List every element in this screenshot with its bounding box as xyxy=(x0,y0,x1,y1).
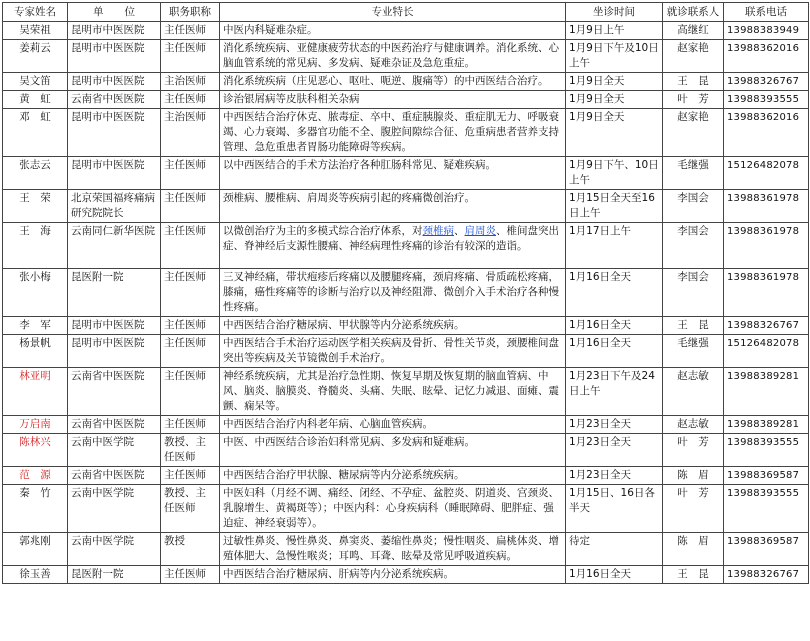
table-row xyxy=(3,73,809,91)
expert-name: 李 军 xyxy=(3,317,68,335)
contact-person: 陈 眉 xyxy=(663,533,724,566)
expert-name: 王 荣 xyxy=(3,190,68,223)
expert-specialty: 中西医结合治疗糖尿病、甲状腺等内分泌系统疾病。 xyxy=(220,317,566,335)
contact-phone: 15126482078 xyxy=(724,157,809,190)
table-row xyxy=(3,467,809,485)
expert-name: 万启南 xyxy=(3,416,68,434)
expert-name: 吴文笛 xyxy=(3,73,68,91)
expert-specialty: 中西医结合治疗糖尿病、肝病等内分泌系统疾病。 xyxy=(220,566,566,584)
expert-title: 教授、主任医师 xyxy=(161,485,220,533)
contact-person: 叶 芳 xyxy=(663,91,724,109)
contact-person: 赵家艳 xyxy=(663,40,724,73)
clinic-time: 1月23日全天 xyxy=(566,467,663,485)
clinic-time: 1月16日全天 xyxy=(566,317,663,335)
expert-title: 教授 xyxy=(161,533,220,566)
expert-unit: 云南省中医医院 xyxy=(68,91,161,109)
expert-specialty: 中医内科疑难杂症。 xyxy=(220,22,566,40)
contact-person: 王 昆 xyxy=(663,566,724,584)
expert-unit: 云南同仁新华医院 xyxy=(68,223,161,269)
table-row xyxy=(3,91,809,109)
contact-person: 王 昆 xyxy=(663,73,724,91)
contact-phone: 13988369587 xyxy=(724,467,809,485)
expert-title: 主任医师 xyxy=(161,91,220,109)
expert-unit: 昆明市中医医院 xyxy=(68,109,161,157)
expert-specialty xyxy=(220,223,566,269)
expert-name: 杨景帆 xyxy=(3,335,68,368)
expert-title: 主任医师 xyxy=(161,566,220,584)
expert-unit: 云南中医学院 xyxy=(68,485,161,533)
header-time: 坐诊时间 xyxy=(566,3,663,22)
clinic-time: 1月15日、16日各半天 xyxy=(566,485,663,533)
expert-name: 徐玉善 xyxy=(3,566,68,584)
specialty-link[interactable]: 肩周炎 xyxy=(464,225,496,237)
contact-person: 赵志敏 xyxy=(663,368,724,416)
clinic-time: 待定 xyxy=(566,533,663,566)
clinic-time: 1月9日下午及10日上午 xyxy=(566,40,663,73)
expert-specialty: 过敏性鼻炎、慢性鼻炎、鼻窦炎、萎缩性鼻炎；慢性咽炎、扁桃体炎、增殖体肥大、急慢性喉炎；耳鸣、耳聋、眩晕及常见呼吸道疾病。 xyxy=(220,533,566,566)
contact-person: 毛继强 xyxy=(663,157,724,190)
expert-name: 邓 虹 xyxy=(3,109,68,157)
table-row xyxy=(3,533,809,566)
table-row xyxy=(3,368,809,416)
header-row xyxy=(3,3,809,22)
contact-person: 叶 芳 xyxy=(663,434,724,467)
table-row xyxy=(3,317,809,335)
clinic-time: 1月16日全天 xyxy=(566,335,663,368)
contact-phone: 13988326767 xyxy=(724,73,809,91)
header-specialty: 专业特长 xyxy=(220,3,566,22)
expert-title: 主治医师 xyxy=(161,73,220,91)
expert-name: 张志云 xyxy=(3,157,68,190)
expert-title: 主任医师 xyxy=(161,335,220,368)
expert-unit: 云南省中医医院 xyxy=(68,368,161,416)
expert-name: 秦 竹 xyxy=(3,485,68,533)
expert-specialty: 中西医结合治疗内科老年病、心脑血管疾病。 xyxy=(220,416,566,434)
contact-person: 赵志敏 xyxy=(663,416,724,434)
contact-person: 叶 芳 xyxy=(663,485,724,533)
expert-name: 陈林兴 xyxy=(3,434,68,467)
expert-specialty: 三叉神经痛，带状疱疹后疼痛以及腰腿疼痛，颈肩疼痛、骨质疏松疼痛，膝痛，癌性疼痛等的诊断与治疗以及神经阻滞、微创介入手术治疗各种慢性疼痛。 xyxy=(220,269,566,317)
contact-phone: 13988326767 xyxy=(724,566,809,584)
expert-specialty: 神经系统疾病，尤其是治疗急性期、恢复早期及恢复期的脑血管病、中风、脑炎、脑膜炎、脊髓炎、头痛、失眠、眩晕、记忆力减退、面瘫、震颤、痫呆等。 xyxy=(220,368,566,416)
expert-specialty: 中医、中西医结合诊治妇科常见病、多发病和疑难病。 xyxy=(220,434,566,467)
expert-unit: 云南省中医医院 xyxy=(68,416,161,434)
clinic-time: 1月16日全天 xyxy=(566,269,663,317)
expert-unit: 昆明市中医医院 xyxy=(68,157,161,190)
expert-unit: 云南中医学院 xyxy=(68,533,161,566)
clinic-time: 1月17日上午 xyxy=(566,223,663,269)
expert-name: 姜莉云 xyxy=(3,40,68,73)
expert-unit: 云南省中医医院 xyxy=(68,467,161,485)
expert-specialty: 中医妇科（月经不调、痛经、闭经、不孕症、盆腔炎、阴道炎、宫颈炎、乳腺增生、黄褐斑等）；中医内科：心身疾病科（睡眠障碍、肥胖症、强迫症、神经衰弱等）。 xyxy=(220,485,566,533)
clinic-time: 1月9日下午、10日上午 xyxy=(566,157,663,190)
expert-title: 主任医师 xyxy=(161,190,220,223)
expert-title: 主任医师 xyxy=(161,416,220,434)
expert-schedule-table xyxy=(2,2,809,584)
table-row xyxy=(3,269,809,317)
table-row xyxy=(3,223,809,269)
table-row xyxy=(3,190,809,223)
contact-phone: 13988393555 xyxy=(724,434,809,467)
table-row xyxy=(3,22,809,40)
clinic-time: 1月9日上午 xyxy=(566,22,663,40)
table-row xyxy=(3,485,809,533)
contact-phone: 13988361978 xyxy=(724,269,809,317)
contact-phone: 15126482078 xyxy=(724,335,809,368)
expert-unit: 昆明市中医医院 xyxy=(68,22,161,40)
contact-person: 毛继强 xyxy=(663,335,724,368)
contact-phone: 13988369587 xyxy=(724,533,809,566)
contact-phone: 13988362016 xyxy=(724,109,809,157)
contact-person: 赵家艳 xyxy=(663,109,724,157)
expert-specialty: 诊治银屑病等皮肤科相关杂病 xyxy=(220,91,566,109)
header-phone: 联系电话 xyxy=(724,3,809,22)
expert-specialty: 颈椎病、腰椎病、肩周炎等疾病引起的疼痛微创治疗。 xyxy=(220,190,566,223)
expert-specialty: 中西医结合手术治疗运动医学相关疾病及骨折、骨性关节炎，颈腰椎间盘突出等疾病及关节镜微创手术治疗。 xyxy=(220,335,566,368)
expert-title: 主任医师 xyxy=(161,223,220,269)
contact-person: 李国会 xyxy=(663,190,724,223)
expert-name: 黄 虹 xyxy=(3,91,68,109)
expert-name: 张小梅 xyxy=(3,269,68,317)
expert-title: 主任医师 xyxy=(161,22,220,40)
expert-name: 范 源 xyxy=(3,467,68,485)
clinic-time: 1月15日全天至16日上午 xyxy=(566,190,663,223)
expert-name: 郭兆刚 xyxy=(3,533,68,566)
expert-specialty: 消化系统疾病、亚健康疲劳状态的中医药治疗与健康调养。消化系统、心脑血管系统的常见病、多发病、疑难杂证及急危重症。 xyxy=(220,40,566,73)
clinic-time: 1月23日全天 xyxy=(566,416,663,434)
contact-phone: 13988362016 xyxy=(724,40,809,73)
expert-unit: 云南中医学院 xyxy=(68,434,161,467)
table-row xyxy=(3,416,809,434)
expert-specialty: 以中西医结合的手术方法治疗各种肛肠科常见、疑难疾病。 xyxy=(220,157,566,190)
header-title: 职务职称 xyxy=(161,3,220,22)
expert-title: 主任医师 xyxy=(161,157,220,190)
contact-phone: 13988361978 xyxy=(724,190,809,223)
expert-title: 主治医师 xyxy=(161,109,220,157)
clinic-time: 1月9日全天 xyxy=(566,109,663,157)
expert-unit: 北京荣国福疼痛病研究院院长 xyxy=(68,190,161,223)
clinic-time: 1月23日下午及24日上午 xyxy=(566,368,663,416)
specialty-text: 以微创治疗为主的多模式综合治疗体系，对 xyxy=(223,225,423,237)
expert-title: 主任医师 xyxy=(161,317,220,335)
expert-name: 吴荣祖 xyxy=(3,22,68,40)
clinic-time: 1月9日全天 xyxy=(566,73,663,91)
expert-specialty: 中西医结合治疗休克、脓毒症、卒中、重症胰腺炎、重症肌无力、呼吸衰竭、心力衰竭、多器官功能不全、腹腔间隙综合征、危重病患者营养支持管理、急危重患者胃肠功能障碍等疾病。 xyxy=(220,109,566,157)
expert-title: 主任医师 xyxy=(161,368,220,416)
contact-phone: 13988326767 xyxy=(724,317,809,335)
contact-phone: 13988389281 xyxy=(724,368,809,416)
contact-phone: 13988393555 xyxy=(724,91,809,109)
table-row xyxy=(3,157,809,190)
contact-phone: 13988393555 xyxy=(724,485,809,533)
expert-name: 林亚明 xyxy=(3,368,68,416)
expert-specialty: 消化系统疾病（庄见恶心、呕吐、呃逆、腹痛等）的中西医结合治疗。 xyxy=(220,73,566,91)
expert-unit: 昆明市中医医院 xyxy=(68,40,161,73)
specialty-text: 、 xyxy=(454,225,465,237)
contact-person: 高继红 xyxy=(663,22,724,40)
clinic-time: 1月16日全天 xyxy=(566,566,663,584)
expert-specialty: 中西医结合治疗甲状腺、糖尿病等内分泌系统疾病。 xyxy=(220,467,566,485)
contact-person: 陈 眉 xyxy=(663,467,724,485)
expert-name: 王 海 xyxy=(3,223,68,269)
table-row xyxy=(3,566,809,584)
clinic-time: 1月23日全天 xyxy=(566,434,663,467)
expert-title: 教授、主任医师 xyxy=(161,434,220,467)
header-contact: 就诊联系人 xyxy=(663,3,724,22)
specialty-link[interactable]: 颈椎病 xyxy=(422,225,454,237)
table-row xyxy=(3,40,809,73)
expert-title: 主任医师 xyxy=(161,467,220,485)
contact-phone: 13988383949 xyxy=(724,22,809,40)
table-row xyxy=(3,434,809,467)
contact-person: 王 昆 xyxy=(663,317,724,335)
expert-unit: 昆医附一院 xyxy=(68,269,161,317)
specialty-text: 、椎间盘突出症、脊神经后支源性腰痛、神经病理性疼痛的诊治有较深的造诣。 xyxy=(223,225,559,252)
header-unit: 单 位 xyxy=(68,3,161,22)
clinic-time: 1月9日全天 xyxy=(566,91,663,109)
table-row xyxy=(3,109,809,157)
contact-person: 李国会 xyxy=(663,269,724,317)
table-row xyxy=(3,335,809,368)
expert-unit: 昆明市中医医院 xyxy=(68,317,161,335)
expert-unit: 昆医附一院 xyxy=(68,566,161,584)
expert-title: 主任医师 xyxy=(161,40,220,73)
contact-person: 李国会 xyxy=(663,223,724,269)
expert-unit: 昆明市中医医院 xyxy=(68,73,161,91)
expert-title: 主任医师 xyxy=(161,269,220,317)
contact-phone: 13988389281 xyxy=(724,416,809,434)
contact-phone: 13988361978 xyxy=(724,223,809,269)
header-name: 专家姓名 xyxy=(3,3,68,22)
expert-unit: 昆明市中医医院 xyxy=(68,335,161,368)
